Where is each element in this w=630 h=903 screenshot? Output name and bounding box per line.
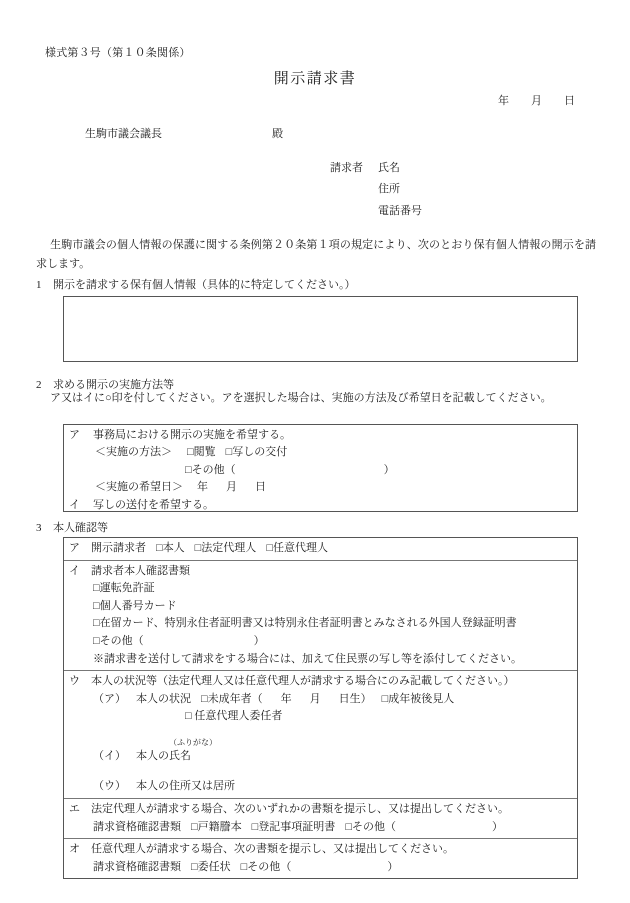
page-title: 開示請求書 (273, 71, 357, 87)
checkbox-legal-proxy[interactable]: □法定代理人 (194, 542, 257, 554)
section1-number: 1 (36, 279, 42, 291)
row-e-label: エ (69, 802, 80, 815)
option-b-row[interactable] (69, 497, 577, 514)
row-i-label: イ (69, 564, 80, 577)
option-a-text: 事務局における開示の実施を希望する。 (93, 429, 291, 441)
identity-documents-note: ※請求書を送付して請求をする場合には、加えて住民票の写し等を添付してください。 (93, 652, 522, 665)
date-day-label: 日 (564, 95, 575, 107)
row-u-item-u-text: 本人の住所又は居所 (136, 780, 235, 793)
identity-verification-table (63, 537, 578, 879)
addressee: 生駒市議会議長 (85, 128, 162, 140)
desired-date-label: ＜実施の希望日＞ (95, 481, 183, 494)
checkbox-voluntary-proxy-delegator[interactable]: □ 任意代理人委任者 (185, 710, 283, 723)
row-u-item-a-text: 本人の状況 (136, 692, 191, 705)
birth-close-paren: ） (360, 692, 372, 705)
option-b-label: イ (69, 498, 80, 511)
birth-day[interactable]: 日生 (338, 692, 361, 705)
row-e-doc-label: 請求資格確認書類 (93, 820, 181, 833)
submission-date-line (498, 93, 575, 110)
requester-block (330, 158, 422, 222)
row-u-item-i-text: 本人の氏名 (136, 749, 191, 762)
row-u-item-i-label: （イ） (93, 749, 126, 762)
furigana-label: （ふりがな） (169, 737, 217, 747)
row-e-text: 法定代理人が請求する場合、次のいずれかの書類を提示し、又は提出してください。 (91, 802, 509, 815)
option-b-text: 写しの送付を希望する。 (93, 498, 214, 511)
section2-heading-text: 求める開示の実施方法等 (53, 379, 174, 391)
checkbox-adult-ward[interactable]: □成年被後見人 (381, 692, 455, 705)
checkbox-self[interactable]: □本人 (156, 542, 185, 554)
requester-name-label: 氏名 (378, 162, 400, 174)
table-row-principal-status (64, 671, 577, 799)
section1-heading-text: 開示を請求する保有個人情報（具体的に特定してください。） (53, 279, 356, 291)
requested-info-entry-box[interactable] (63, 296, 578, 362)
addressee-honorific: 殿 (272, 128, 283, 140)
section3-heading-text: 本人確認等 (53, 522, 108, 534)
intro-text: 生駒市議会の個人情報の保護に関する条例第２０条第１項の規定により、次のとおり保有個人情報の開示を請求します。 (36, 239, 596, 271)
identity-other-open-paren: （ (132, 634, 144, 647)
option-a-label: ア (69, 429, 80, 441)
requester-name-row (330, 158, 422, 179)
spacer-row (69, 726, 577, 739)
method-checkbox-other[interactable]: □その他 (185, 463, 225, 476)
table-row-requester-type (64, 538, 577, 561)
checkbox-residence-card[interactable]: □在留カード、特別永住者証明書又は特別永住者証明書とみなされる外国人登録証明書 (93, 617, 517, 630)
section2-number: 2 (36, 379, 42, 391)
spacer-row-2 (69, 765, 577, 778)
method-options-row (69, 444, 577, 461)
row-u-text: 本人の状況等（法定代理人又は任意代理人が請求する場合にのみ記載してください。） (91, 675, 515, 688)
row-u-item-u-label: （ウ） (93, 780, 126, 793)
method-other-row (69, 462, 577, 479)
section2-instruction (36, 389, 596, 408)
checkbox-minor[interactable]: □未成年者 (201, 692, 252, 705)
row-o-doc-label: 請求資格確認書類 (93, 860, 181, 873)
table-row-identity-documents (64, 561, 577, 672)
desired-date-month[interactable]: 月 (226, 481, 237, 494)
requester-phone-label: 電話番号 (378, 204, 422, 217)
requester-lead-label: 請求者 (330, 162, 363, 174)
form-number: 様式第３号（第１０条関係） (45, 47, 191, 59)
option-a-row[interactable] (69, 427, 577, 444)
date-month-label: 月 (531, 95, 542, 107)
section1-heading (36, 277, 356, 294)
birth-year[interactable]: 年 (280, 692, 292, 705)
disclosure-method-box (63, 424, 578, 512)
legal-proxy-other-open-paren: （ (384, 820, 396, 833)
checkbox-drivers-license[interactable]: □運転免許証 (93, 582, 155, 595)
checkbox-my-number-card[interactable]: □個人番号カード (93, 599, 177, 612)
checkbox-identity-other[interactable]: □その他 (93, 634, 133, 647)
row-i-text: 請求者本人確認書類 (91, 564, 190, 577)
row-a-text: 開示請求者 (91, 542, 146, 554)
requester-address-label: 住所 (378, 183, 400, 196)
identity-other-close-paren: ） (253, 634, 265, 647)
intro-paragraph (36, 236, 596, 275)
table-row-voluntary-proxy-documents (64, 839, 577, 878)
method-checkbox-view[interactable]: □閲覧 (187, 446, 216, 459)
table-row-legal-proxy-documents (64, 799, 577, 839)
method-checkbox-copy[interactable]: □写しの交付 (225, 446, 288, 459)
checkbox-voluntary-proxy-other[interactable]: □その他 (240, 860, 281, 873)
date-year-label: 年 (498, 95, 509, 107)
desired-date-day[interactable]: 日 (255, 481, 266, 494)
checkbox-family-register[interactable]: □戸籍謄本 (191, 820, 242, 833)
requester-address-row (330, 179, 422, 200)
desired-date-row (69, 479, 577, 496)
row-o-label: オ (69, 843, 80, 856)
method-other-close-paren: ） (383, 463, 395, 476)
birth-open-paren: （ (251, 692, 263, 705)
row-u-item-a-label: （ア） (93, 692, 126, 705)
row-o-text: 任意代理人が請求する場合、次の書類を提示し、又は提出してください。 (91, 843, 454, 856)
section3-number: 3 (36, 522, 42, 534)
checkbox-registry-certificate[interactable]: □登記事項証明書 (251, 820, 336, 833)
birth-month[interactable]: 月 (309, 692, 321, 705)
row-a-label: ア (69, 542, 80, 554)
requester-phone-row (330, 201, 422, 222)
section3-heading (36, 520, 108, 537)
checkbox-power-of-attorney[interactable]: □委任状 (191, 860, 231, 873)
voluntary-proxy-other-open-paren: （ (280, 860, 292, 873)
desired-date-year[interactable]: 年 (197, 481, 208, 494)
method-other-open-paren: （ (224, 463, 236, 476)
row-u-label: ウ (69, 675, 80, 688)
method-label: ＜実施の方法＞ (95, 446, 172, 459)
checkbox-voluntary-proxy[interactable]: □任意代理人 (266, 542, 328, 554)
legal-proxy-other-close-paren: ） (491, 820, 503, 833)
section2-instruction-text: ア又はイに○印を付してください。アを選択した場合は、実施の方法及び希望日を記載してください。 (50, 392, 552, 404)
checkbox-legal-proxy-other[interactable]: □その他 (345, 820, 385, 833)
voluntary-proxy-other-close-paren: ） (387, 860, 399, 873)
